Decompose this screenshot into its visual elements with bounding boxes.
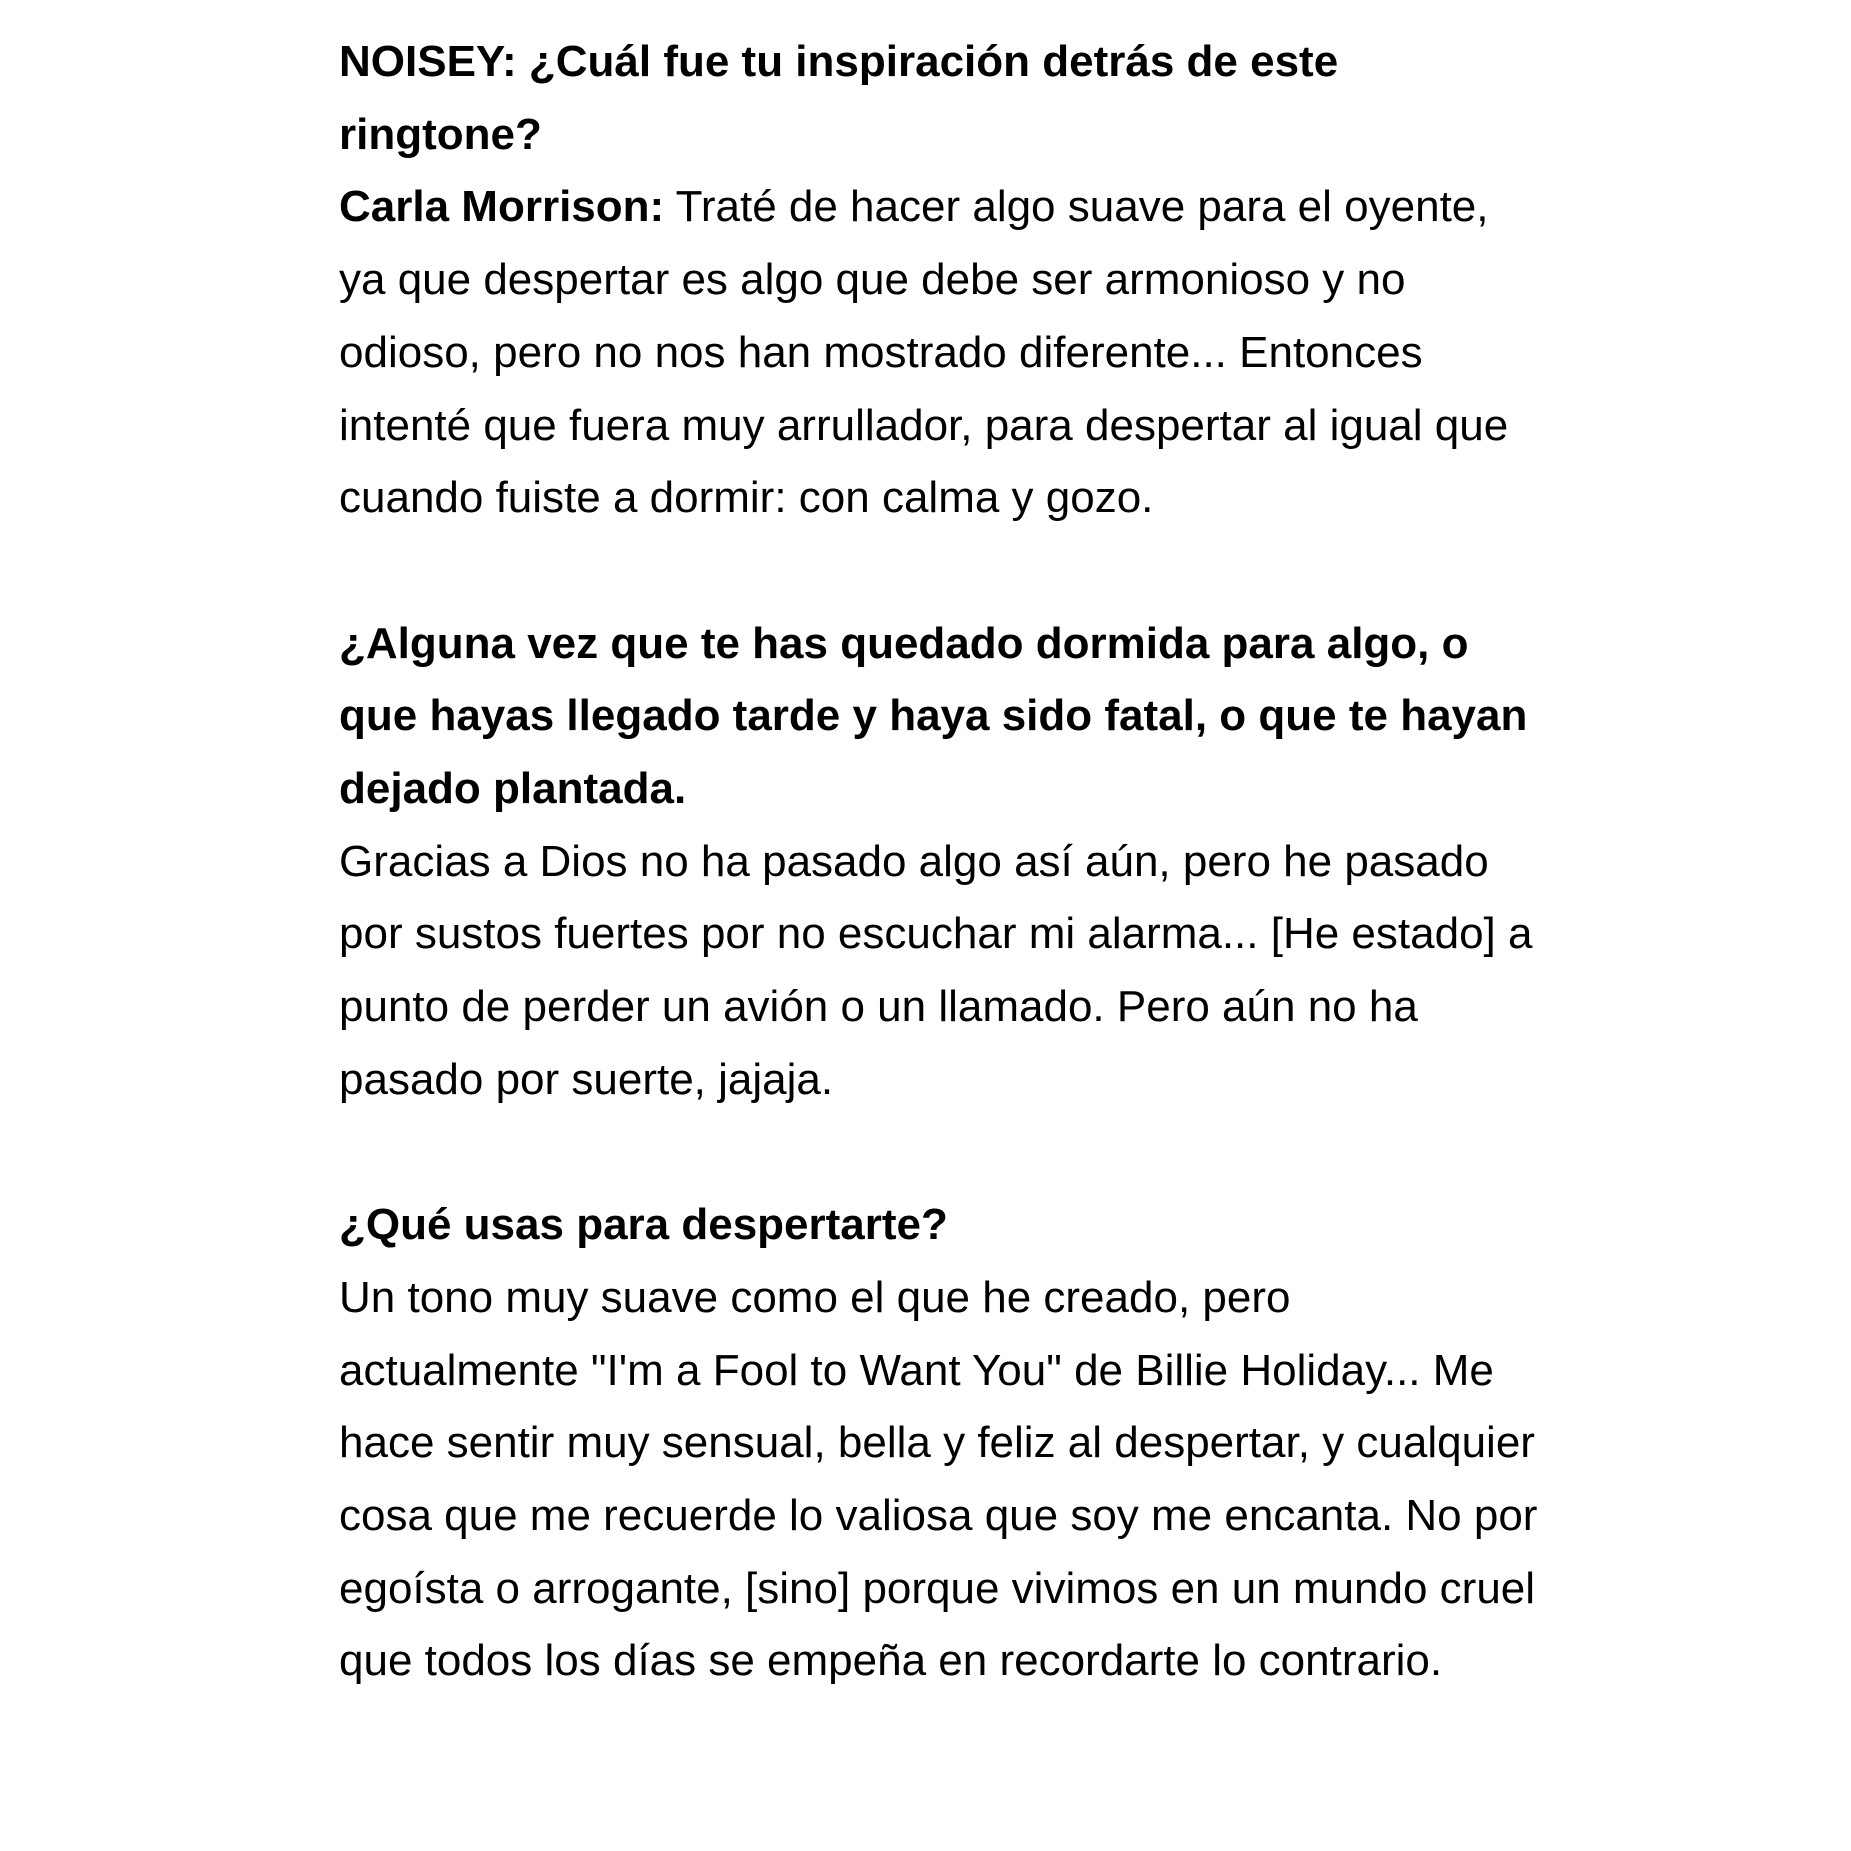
question-overslept: ¿Alguna vez que te has quedado dormida para algo, o que hayas llegado tarde y haya sido fatal, o que te hayan dejado plantada. <box>339 618 1528 814</box>
question-wake-up: ¿Qué usas para despertarte? <box>339 1200 948 1250</box>
qa-block-wake-up <box>339 1189 1539 1698</box>
answer-wake-up: Un tono muy suave como el que he creado, pero actualmente "I'm a Fool to Want You" de Billie Holiday... Me hace sentir muy sensual, bella y feliz al despertar, y cualquier cosa que me recuerde lo valiosa que soy me encanta. No por egoísta o arrogante, [sino] porque vivimos en un mundo cruel que todos los días se empeña en recordarte lo contrario. <box>339 1272 1538 1686</box>
article-body <box>339 26 1539 1698</box>
answer-inspiration-text: Traté de hacer algo suave para el oyente, ya que despertar es algo que debe ser armonioso y no odioso, pero no nos han mostrado diferente... Entonces intenté que fuera muy arrullador, para despertar al igual que cuando fuiste a dormir: con calma y gozo. <box>339 182 1509 523</box>
qa-block-overslept <box>339 608 1539 1117</box>
speaker-name: Carla Morrison: <box>339 182 665 232</box>
question-inspiration: NOISEY: ¿Cuál fue tu inspiración detrás de este ringtone? <box>339 37 1339 159</box>
qa-block-inspiration <box>339 26 1539 535</box>
answer-overslept: Gracias a Dios no ha pasado algo así aún, pero he pasado por sustos fuertes por no escuchar mi alarma... [He estado] a punto de perder un avión o un llamado. Pero aún no ha pasado por suerte, jajaja. <box>339 836 1533 1104</box>
answer-inspiration <box>339 171 1539 535</box>
